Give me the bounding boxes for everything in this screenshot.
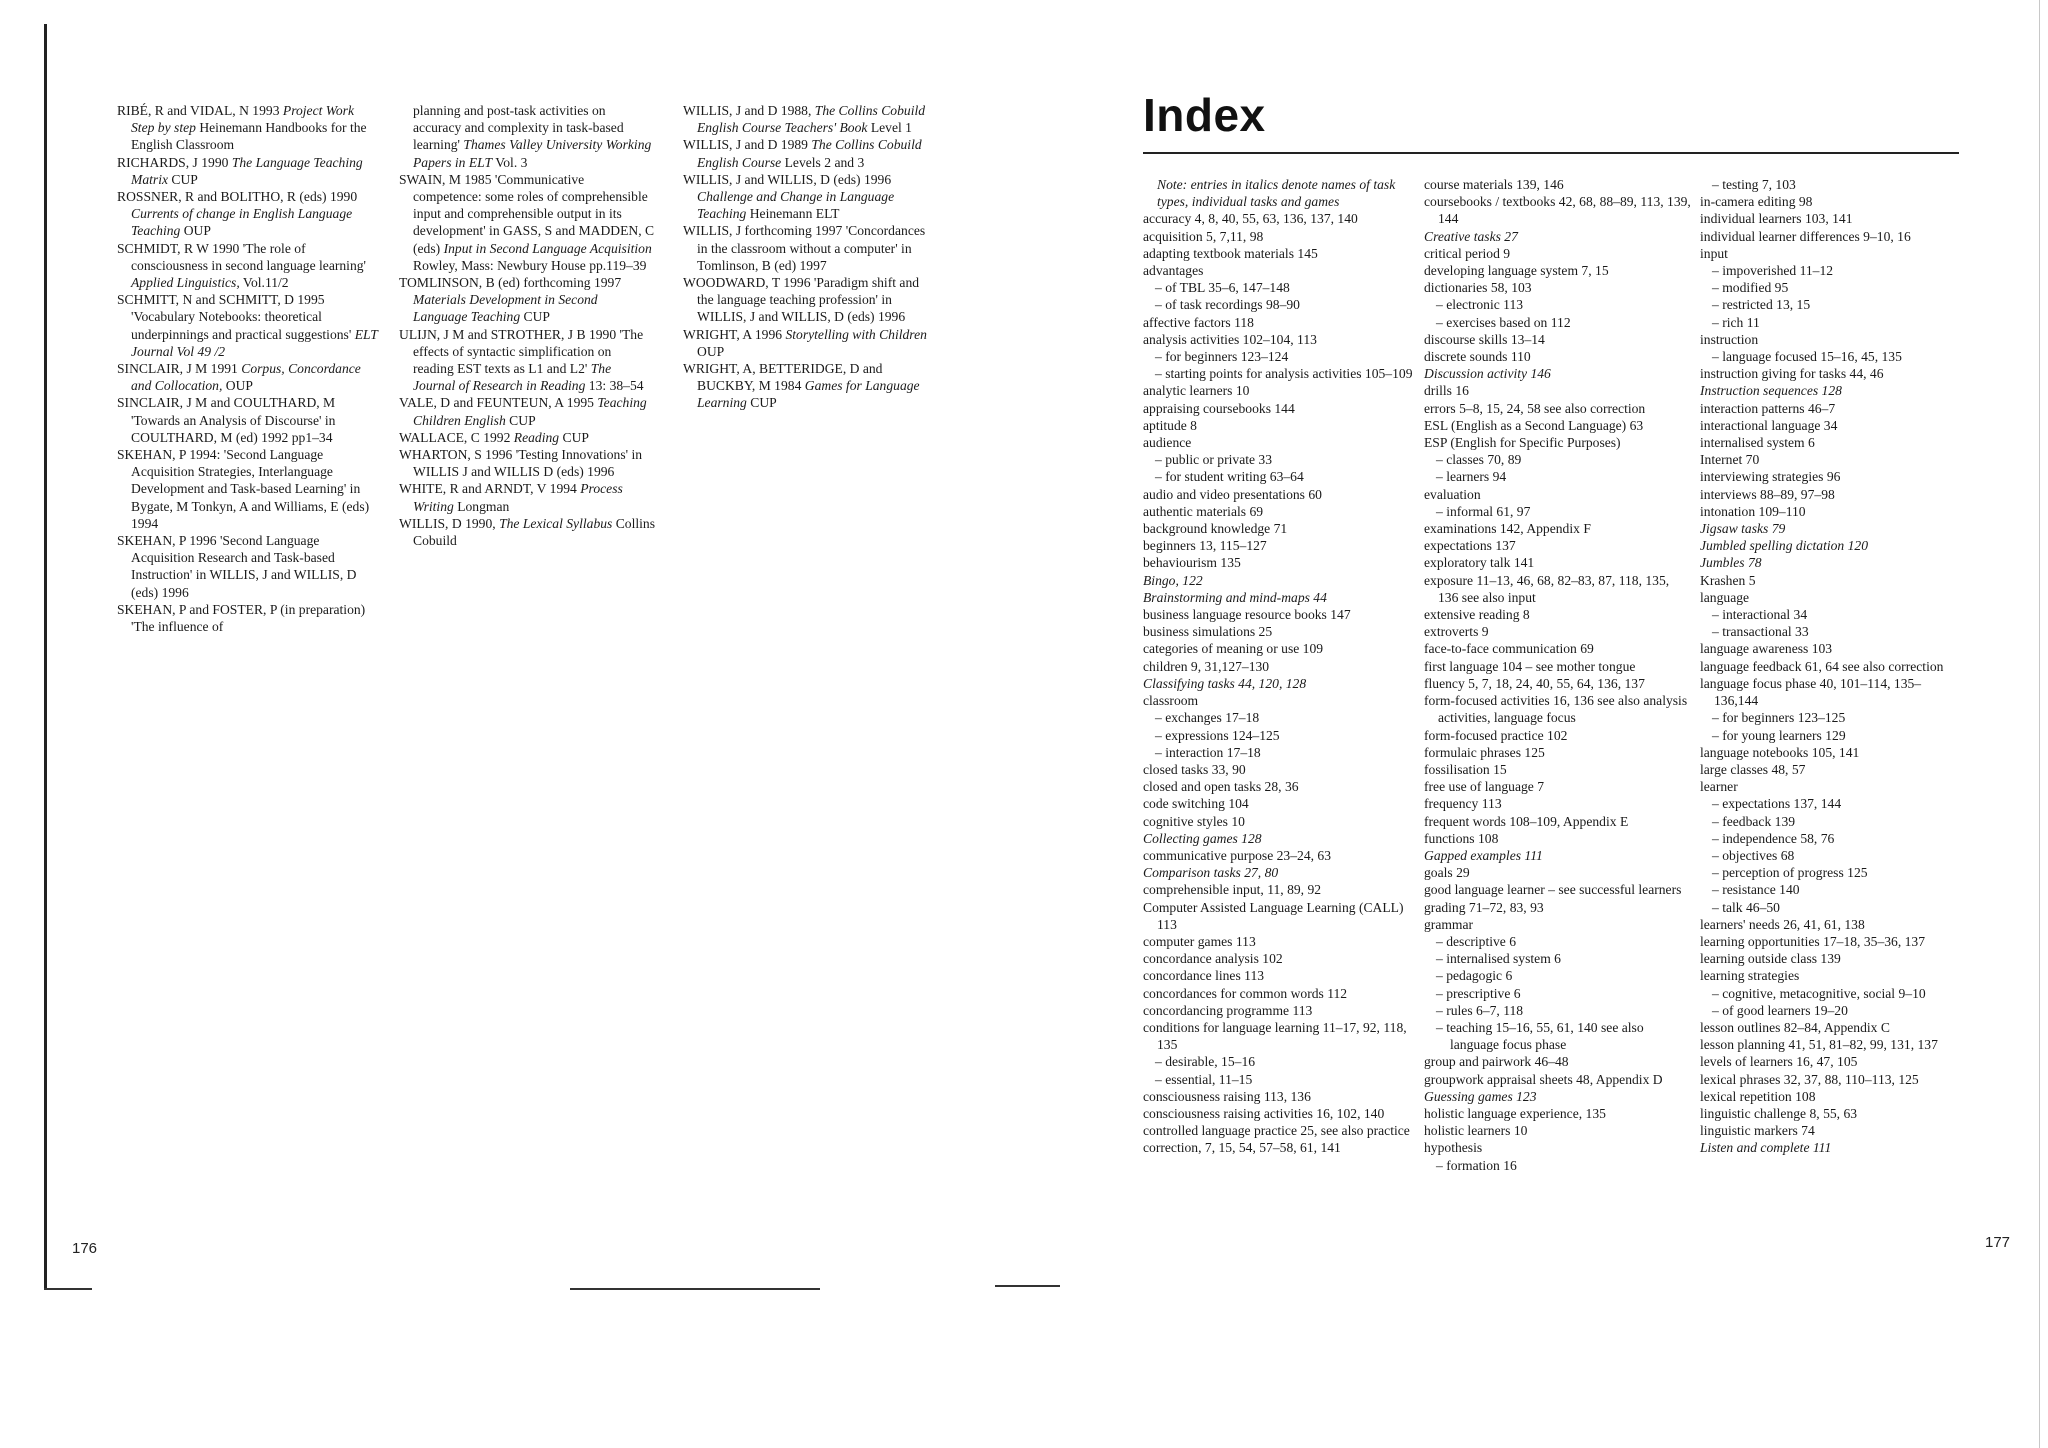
index-entry: – exercises based on 112 xyxy=(1436,314,1571,330)
index-entry: lesson outlines 82–84, Appendix C xyxy=(1700,1019,1890,1035)
index-entry: dictionaries 58, 103 xyxy=(1424,280,1532,296)
index-entry: intonation 109–110 xyxy=(1700,503,1806,519)
index-entry: groupwork appraisal sheets 48, Appendix D xyxy=(1424,1071,1663,1087)
reference-entry: TOMLINSON, B (ed) forthcoming 1997 Materials Development in Second Language Teaching CUP xyxy=(399,275,622,325)
index-entry: computer games 113 xyxy=(1143,933,1256,949)
index-entry: concordances for common words 112 xyxy=(1143,985,1348,1001)
index-entry: – feedback 139 xyxy=(1712,813,1796,829)
index-entry: concordance lines 113 xyxy=(1143,968,1265,984)
index-entry: grading 71–72, 83, 93 xyxy=(1424,899,1544,915)
index-entry: discourse skills 13–14 xyxy=(1424,331,1545,347)
index-entry: holistic learners 10 xyxy=(1424,1123,1528,1139)
index-entry: – prescriptive 6 xyxy=(1436,985,1521,1001)
index-entry: – talk 46–50 xyxy=(1712,899,1780,915)
index-entry: concordance analysis 102 xyxy=(1143,951,1283,967)
index-entry: learning strategies xyxy=(1700,968,1800,984)
reference-entry: WILLIS, J and WILLIS, D (eds) 1996 Challenge and Change in Language Teaching Heinemann ELT xyxy=(683,171,895,222)
index-entry: language focus phase 40, 101–114, 135–136,144 xyxy=(1700,675,1922,709)
index-entry: functions 108 xyxy=(1424,830,1499,846)
index-entry: – objectives 68 xyxy=(1712,847,1795,863)
index-entry: – expectations 137, 144 xyxy=(1712,796,1842,812)
index-entry: Guessing games 123 xyxy=(1424,1088,1537,1104)
index-entry: – restricted 13, 15 xyxy=(1712,297,1811,313)
index-column-3 xyxy=(1700,176,1964,1157)
index-entry: expectations 137 xyxy=(1424,538,1516,554)
index-entry: exposure 11–13, 46, 68, 82–83, 87, 118, 135, 136 see also input xyxy=(1424,572,1670,605)
index-entry: conditions for language learning 11–17, 92, 118, 135 xyxy=(1143,1019,1407,1053)
index-entry: – resistance 140 xyxy=(1712,882,1800,898)
index-entry: business language resource books 147 xyxy=(1143,607,1351,623)
index-entry: – of TBL 35–6, 147–148 xyxy=(1155,280,1290,296)
index-entry: lesson planning 41, 51, 81–82, 99, 131, 137 xyxy=(1700,1037,1938,1053)
reference-entry: SKEHAN, P 1996 'Second Language Acquisition Research and Task-based Instruction' in WILLIS, J and WILLIS, D (eds) 1996 xyxy=(117,533,357,600)
index-entry: grammar xyxy=(1424,916,1474,932)
index-entry: critical period 9 xyxy=(1424,245,1511,261)
index-entry: errors 5–8, 15, 24, 58 see also correction xyxy=(1424,400,1646,416)
index-entry: classroom xyxy=(1143,693,1199,709)
index-entry: – rich 11 xyxy=(1712,314,1760,330)
index-entry: holistic language experience, 135 xyxy=(1424,1105,1606,1121)
index-entry: – public or private 33 xyxy=(1155,452,1273,468)
index-entry: adapting textbook materials 145 xyxy=(1143,245,1318,261)
index-entry: learner xyxy=(1700,779,1738,795)
index-entry: closed tasks 33, 90 xyxy=(1143,761,1246,777)
index-entry: lexical phrases 32, 37, 88, 110–113, 125 xyxy=(1700,1071,1919,1087)
index-entry: comprehensible input, 11, 89, 92 xyxy=(1143,882,1322,898)
index-entry: – for young learners 129 xyxy=(1712,727,1846,743)
index-entry: exploratory talk 141 xyxy=(1424,555,1535,571)
index-entry: consciousness raising 113, 136 xyxy=(1143,1088,1311,1104)
reference-entry: WRIGHT, A 1996 Storytelling with Children OUP xyxy=(683,326,927,359)
index-entry: accuracy 4, 8, 40, 55, 63, 136, 137, 140 xyxy=(1143,211,1358,227)
index-entry: learners' needs 26, 41, 61, 138 xyxy=(1700,916,1865,932)
index-entry: audio and video presentations 60 xyxy=(1143,486,1322,502)
index-entry: analysis activities 102–104, 113 xyxy=(1143,331,1317,347)
reference-entry: WRIGHT, A, BETTERIDGE, D and BUCKBY, M 1984 Games for Language Learning CUP xyxy=(683,361,920,411)
reference-entry: SINCLAIR, J M and COULTHARD, M 'Towards an Analysis of Discourse' in COULTHARD, M (ed) 1992 pp1–34 xyxy=(117,395,336,445)
index-entry: – descriptive 6 xyxy=(1436,933,1517,949)
index-entry: – for beginners 123–125 xyxy=(1712,710,1846,726)
index-entry: instruction giving for tasks 44, 46 xyxy=(1700,366,1884,382)
index-entry: acquisition 5, 7,11, 98 xyxy=(1143,228,1264,244)
reference-entry: WALLACE, C 1992 Reading CUP xyxy=(399,429,589,445)
index-entry: – of good learners 19–20 xyxy=(1712,1002,1848,1018)
index-entry: large classes 48, 57 xyxy=(1700,761,1806,777)
index-entry: code switching 104 xyxy=(1143,796,1249,812)
index-entry: concordancing programme 113 xyxy=(1143,1002,1313,1018)
index-entry: background knowledge 71 xyxy=(1143,521,1288,537)
index-entry: – desirable, 15–16 xyxy=(1155,1054,1256,1070)
index-entry: affective factors 118 xyxy=(1143,314,1254,330)
index-entry: – internalised system 6 xyxy=(1436,951,1561,967)
scan-right-edge xyxy=(2039,0,2040,1448)
index-entry: developing language system 7, 15 xyxy=(1424,263,1609,279)
index-entry: in-camera editing 98 xyxy=(1700,194,1813,210)
index-entry: frequency 113 xyxy=(1424,796,1502,812)
index-entry: – classes 70, 89 xyxy=(1436,452,1522,468)
index-entry: Brainstorming and mind-maps 44 xyxy=(1143,589,1327,605)
references-column-3 xyxy=(683,102,939,412)
index-column-2 xyxy=(1424,176,1692,1174)
reference-entry: RIBÉ, R and VIDAL, N 1993 Project Work Step by step Heinemann Handbooks for the English Classroom xyxy=(117,103,367,153)
index-entry: levels of learners 16, 47, 105 xyxy=(1700,1054,1858,1070)
index-entry: children 9, 31,127–130 xyxy=(1143,658,1270,674)
index-entry: interactional language 34 xyxy=(1700,417,1838,433)
index-entry: fluency 5, 7, 18, 24, 40, 55, 64, 136, 137 xyxy=(1424,675,1645,691)
index-entry: form-focused practice 102 xyxy=(1424,727,1568,743)
index-entry: – informal 61, 97 xyxy=(1436,503,1531,519)
index-entry: Jumbles 78 xyxy=(1700,555,1762,571)
reference-entry: WILLIS, J and D 1989 The Collins Cobuild English Course Levels 2 and 3 xyxy=(683,137,922,170)
index-entry: free use of language 7 xyxy=(1424,779,1545,795)
index-entry: Discussion activity 146 xyxy=(1424,366,1551,382)
index-entry: individual learners 103, 141 xyxy=(1700,211,1853,227)
index-entry: interaction patterns 46–7 xyxy=(1700,400,1836,416)
index-entry: internalised system 6 xyxy=(1700,435,1815,451)
index-entry: – of task recordings 98–90 xyxy=(1155,297,1300,313)
references-column-2 xyxy=(399,102,655,549)
reference-entry: SCHMITT, N and SCHMITT, D 1995 'Vocabulary Notebooks: theoretical underpinnings and practical suggestions' ELT Journal Vol 49 /2 xyxy=(117,292,378,359)
index-entry: advantages xyxy=(1143,263,1204,279)
index-entry: beginners 13, 115–127 xyxy=(1143,538,1267,554)
references-column-1 xyxy=(117,102,379,635)
index-entry: – language focused 15–16, 45, 135 xyxy=(1712,349,1902,365)
index-entry: – starting points for analysis activities 105–109 xyxy=(1155,366,1413,382)
scan-bottom-line xyxy=(44,1288,92,1290)
index-entry: ESP (English for Specific Purposes) xyxy=(1424,435,1621,451)
reference-entry: WILLIS, D 1990, The Lexical Syllabus Collins Cobuild xyxy=(399,515,656,549)
index-entry: appraising coursebooks 144 xyxy=(1143,400,1295,416)
index-entry: examinations 142, Appendix F xyxy=(1424,521,1591,537)
index-entry: Instruction sequences 128 xyxy=(1700,383,1842,399)
index-entry: Gapped examples 111 xyxy=(1424,847,1543,863)
index-entry: Krashen 5 xyxy=(1700,572,1756,588)
index-entry: Jumbled spelling dictation 120 xyxy=(1700,538,1869,554)
index-entry: – interactional 34 xyxy=(1712,607,1808,623)
index-entry: correction, 7, 15, 54, 57–58, 61, 141 xyxy=(1143,1140,1341,1156)
index-entry: input xyxy=(1700,245,1728,261)
index-entry: interviewing strategies 96 xyxy=(1700,469,1841,485)
index-entry: formulaic phrases 125 xyxy=(1424,744,1545,760)
index-entry: – testing 7, 103 xyxy=(1712,177,1796,192)
index-entry: – interaction 17–18 xyxy=(1155,744,1261,760)
reference-entry: WILLIS, J and D 1988, The Collins Cobuild English Course Teachers' Book Level 1 xyxy=(683,103,926,136)
index-entry: learning outside class 139 xyxy=(1700,951,1841,967)
index-entry: analytic learners 10 xyxy=(1143,383,1250,399)
index-entry: – pedagogic 6 xyxy=(1436,968,1513,984)
index-entry: consciousness raising activities 16, 102, 140 xyxy=(1143,1105,1385,1121)
index-entry: language feedback 61, 64 see also correction xyxy=(1700,658,1944,674)
index-entry: – formation 16 xyxy=(1436,1157,1517,1173)
index-entry: fossilisation 15 xyxy=(1424,761,1507,777)
index-entry: cognitive styles 10 xyxy=(1143,813,1245,829)
index-entry: Classifying tasks 44, 120, 128 xyxy=(1143,675,1307,691)
index-entry: frequent words 108–109, Appendix E xyxy=(1424,813,1629,829)
index-entry: – cognitive, metacognitive, social 9–10 xyxy=(1712,985,1926,1001)
index-entry: learning opportunities 17–18, 35–36, 137 xyxy=(1700,933,1926,949)
index-entry: face-to-face communication 69 xyxy=(1424,641,1594,657)
index-entry: good language learner – see successful learners xyxy=(1424,882,1682,898)
reference-entry: ROSSNER, R and BOLITHO, R (eds) 1990 Currents of change in English Language Teaching OUP xyxy=(117,189,358,239)
index-entry: form-focused activities 16, 136 see also analysis activities, language focus xyxy=(1424,693,1688,726)
index-entry: language awareness 103 xyxy=(1700,641,1833,657)
index-entry: instruction xyxy=(1700,331,1759,347)
index-entry: extroverts 9 xyxy=(1424,624,1489,640)
index-entry: authentic materials 69 xyxy=(1143,503,1264,519)
reference-entry: SKEHAN, P and FOSTER, P (in preparation) 'The influence of xyxy=(117,601,366,635)
index-entry: – independence 58, 76 xyxy=(1712,830,1835,846)
index-entry: – teaching 15–16, 55, 61, 140 see also language focus phase xyxy=(1436,1019,1644,1053)
index-entry: evaluation xyxy=(1424,486,1481,502)
index-entry: Internet 70 xyxy=(1700,452,1760,468)
reference-entry: WOODWARD, T 1996 'Paradigm shift and the language teaching profession' in WILLIS, J and WILLIS, D (eds) 1996 xyxy=(683,275,920,325)
index-entry: Creative tasks 27 xyxy=(1424,228,1518,244)
index-entry: – expressions 124–125 xyxy=(1155,727,1280,743)
index-entry: linguistic challenge 8, 55, 63 xyxy=(1700,1105,1858,1121)
reference-entry: VALE, D and FEUNTEUN, A 1995 Teaching Children English CUP xyxy=(399,395,647,428)
reference-entry: RICHARDS, J 1990 The Language Teaching Matrix CUP xyxy=(117,154,363,187)
index-entry: extensive reading 8 xyxy=(1424,607,1530,623)
index-entry: Collecting games 128 xyxy=(1143,830,1262,846)
reference-entry: WHARTON, S 1996 'Testing Innovations' in WILLIS J and WILLIS D (eds) 1996 xyxy=(399,447,643,480)
reference-entry: SINCLAIR, J M 1991 Corpus, Concordance and Collocation, OUP xyxy=(117,361,361,394)
index-entry: categories of meaning or use 109 xyxy=(1143,641,1324,657)
reference-entry: SKEHAN, P 1994: 'Second Language Acquisition Strategies, Interlanguage Development and Task-based Learning' in Bygate, M Tonkyn, A and Williams, E (eds) 1994 xyxy=(117,447,370,531)
index-entry: group and pairwork 46–48 xyxy=(1424,1054,1569,1070)
index-entry: coursebooks / textbooks 42, 68, 88–89, 113, 139, 144 xyxy=(1424,194,1691,227)
index-entry: Bingo, 122 xyxy=(1143,572,1203,588)
reference-entry: WHITE, R and ARNDT, V 1994 Process Writing Longman xyxy=(399,481,623,514)
reference-entry: planning and post-task activities on accuracy and complexity in task-based learning' Thames Valley University Working Papers in ELT Vol. 3 xyxy=(413,103,652,170)
page-number-right: 177 xyxy=(1985,1234,2011,1251)
index-entry: – for student writing 63–64 xyxy=(1155,469,1304,485)
index-entry: business simulations 25 xyxy=(1143,624,1273,640)
index-entry: drills 16 xyxy=(1424,383,1469,399)
index-entry: – exchanges 17–18 xyxy=(1155,710,1260,726)
index-entry: ESL (English as a Second Language) 63 xyxy=(1424,417,1644,433)
scan-left-edge xyxy=(44,24,47,1290)
index-entry: – learners 94 xyxy=(1436,469,1507,485)
index-entry: communicative purpose 23–24, 63 xyxy=(1143,847,1332,863)
title-rule xyxy=(1143,152,1959,154)
index-entry: – essential, 11–15 xyxy=(1155,1071,1253,1087)
index-entry: aptitude 8 xyxy=(1143,417,1197,433)
index-entry: Comparison tasks 27, 80 xyxy=(1143,865,1279,881)
index-entry: language xyxy=(1700,589,1750,605)
scan-bottom-line xyxy=(570,1288,820,1290)
index-entry: closed and open tasks 28, 36 xyxy=(1143,779,1299,795)
index-entry: language notebooks 105, 141 xyxy=(1700,744,1860,760)
index-entry: interviews 88–89, 97–98 xyxy=(1700,486,1835,502)
index-entry: – modified 95 xyxy=(1712,280,1789,296)
reference-entry: ULIJN, J M and STROTHER, J B 1990 'The effects of syntactic simplification on reading EST texts as L1 and L2' The Journal of Research in Reading 13: 38–54 xyxy=(399,326,644,394)
page-number-left: 176 xyxy=(72,1240,98,1257)
index-entry: first language 104 – see mother tongue xyxy=(1424,658,1636,674)
index-entry: – for beginners 123–124 xyxy=(1155,349,1289,365)
index-entry: Computer Assisted Language Learning (CALL) 113 xyxy=(1143,899,1404,932)
index-entry: Listen and complete 111 xyxy=(1700,1140,1832,1156)
reference-entry: SWAIN, M 1985 'Communicative competence: some roles of comprehensible input and comprehensible output in its development' in GASS, S and MADDEN, C (eds) Input in Second Language Acquisition Rowley, Mass: Newbury House pp.119–39 xyxy=(399,171,655,273)
index-entry: hypothesis xyxy=(1424,1140,1483,1156)
index-entry: individual learner differences 9–10, 16 xyxy=(1700,228,1911,244)
index-entry: lexical repetition 108 xyxy=(1700,1088,1816,1104)
index-entry: controlled language practice 25, see also practice xyxy=(1143,1123,1410,1139)
scan-bottom-line xyxy=(995,1285,1060,1287)
index-entry: – electronic 113 xyxy=(1436,297,1524,313)
index-entry: behaviourism 135 xyxy=(1143,555,1241,571)
index-entry: Jigsaw tasks 79 xyxy=(1700,521,1786,537)
index-entry: – rules 6–7, 118 xyxy=(1436,1002,1524,1018)
index-entry: – perception of progress 125 xyxy=(1712,865,1868,881)
reference-entry: WILLIS, J forthcoming 1997 'Concordances in the classroom without a computer' in Tomlinson, B (ed) 1997 xyxy=(683,223,926,273)
index-entry: – impoverished 11–12 xyxy=(1712,263,1834,279)
index-entry: linguistic markers 74 xyxy=(1700,1123,1815,1139)
index-entry: audience xyxy=(1143,435,1192,451)
index-entry: discrete sounds 110 xyxy=(1424,349,1531,365)
index-entry: goals 29 xyxy=(1424,865,1470,881)
index-entry: – transactional 33 xyxy=(1712,624,1809,640)
index-title: Index xyxy=(1143,89,1266,141)
index-entry: Note: entries in italics denote names of task types, individual tasks and games xyxy=(1157,177,1396,210)
index-entry: course materials 139, 146 xyxy=(1424,177,1564,192)
reference-entry: SCHMIDT, R W 1990 'The role of consciousness in second language learning' Applied Linguistics, Vol.11/2 xyxy=(117,240,366,291)
index-column-1 xyxy=(1143,176,1413,1157)
